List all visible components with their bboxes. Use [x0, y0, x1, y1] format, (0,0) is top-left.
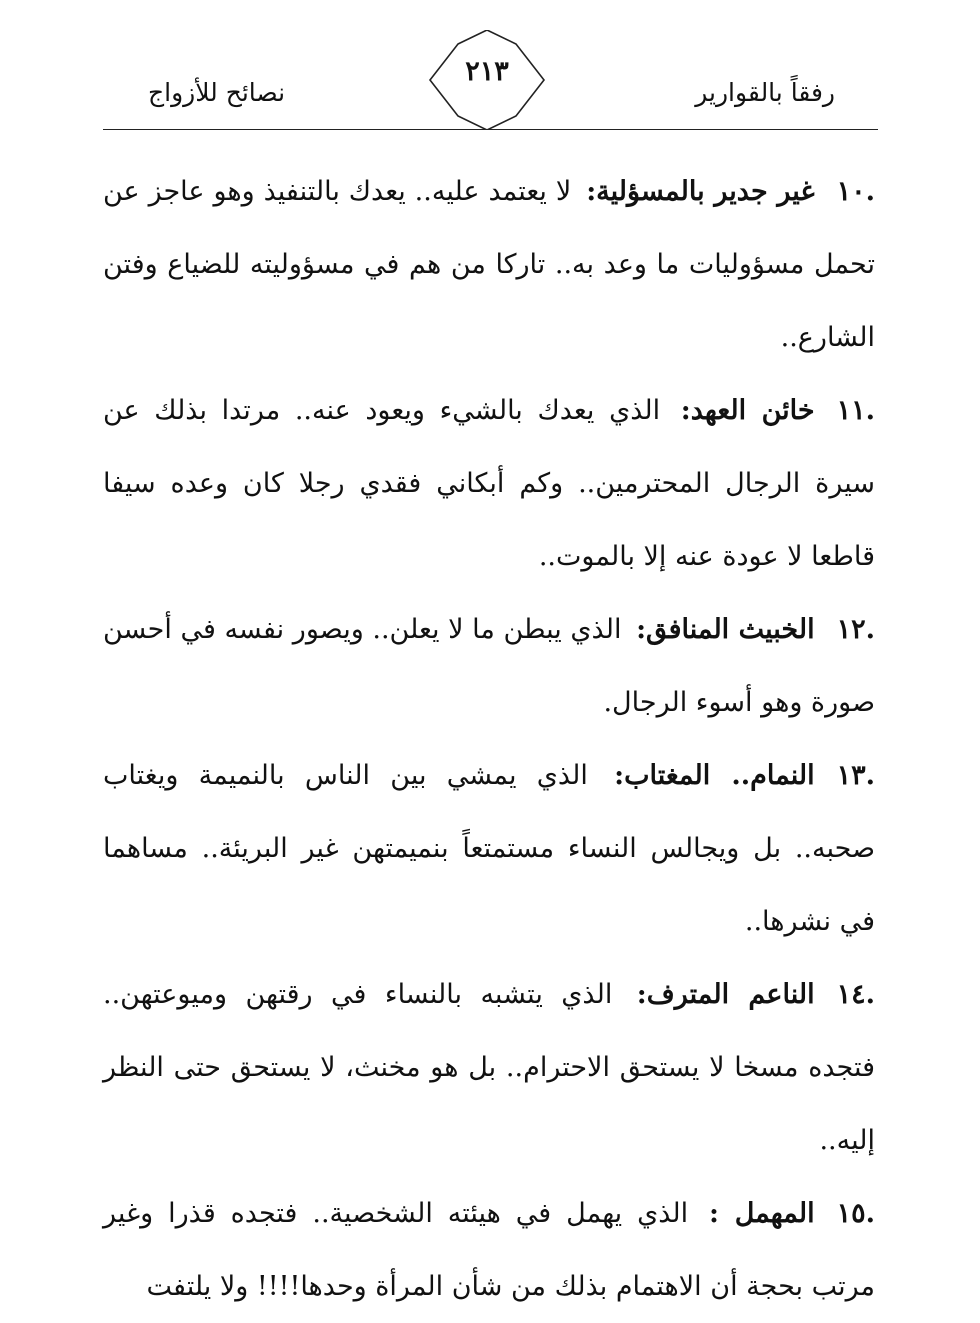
- list-item: [103, 739, 875, 958]
- list-item: [103, 374, 875, 593]
- item-text: الذي يهمل في هيئته الشخصية.. فتجده قذرا وغير مرتب بحجة أن الاهتمام بذلك من شأن المرأة وحدها!!!! ولا يلتفت: [103, 1198, 875, 1302]
- item-number: .١٢: [836, 614, 875, 645]
- item-text: الذي يبطن ما لا يعلن.. ويصور نفسه في أحسن صورة وهو أسوء الرجال.: [103, 614, 875, 718]
- item-text: الذي يمشي بين الناس بالنميمة ويغتاب صحبه.. بل ويجالس النساء مستمتعاً بنميمتهن غير البريئة.. مساهما في نشرها..: [103, 760, 875, 937]
- chapter-title: نصائح للأزواج: [148, 78, 286, 107]
- item-text: الذي يتشبه بالنساء في رقتهن وميوعتهن.. فتجده مسخا لا يستحق الاحترام.. بل هو مخنث، لا يستحق حتى النظر إليه..: [103, 979, 875, 1156]
- item-text: لا يعتمد عليه.. يعدك بالتنفيذ وهو عاجز عن تحمل مسؤوليات ما وعد به.. تاركا من هم في مسؤوليته للضياع وفتن الشارع..: [103, 176, 875, 353]
- item-number: .١٠: [836, 176, 875, 207]
- list-item: [103, 958, 875, 1177]
- page-number: ٢١٣: [465, 56, 509, 87]
- book-title: رفقاً بالقوارير: [695, 78, 835, 107]
- item-text: الذي يعدك بالشيء ويعود عنه.. مرتدا بذلك عن سيرة الرجال المحترمين.. وكم أبكاني فقدي رجلا كان وعده سيفا قاطعا لا عودة عنه إلا بالموت..: [103, 395, 875, 572]
- item-term: المهمل :: [709, 1198, 815, 1229]
- header-divider: [103, 129, 878, 130]
- item-term: غير جدير بالمسؤلية:: [586, 176, 815, 207]
- list-item: [103, 155, 875, 374]
- item-term: الخبيث المنافق:: [636, 614, 815, 645]
- item-number: .١٣: [836, 760, 876, 791]
- page-number-badge: [428, 30, 546, 130]
- list-item: [103, 593, 875, 739]
- list-item: [103, 1177, 875, 1323]
- item-term: الناعم المترف:: [636, 979, 815, 1010]
- page-body: [103, 155, 875, 1323]
- item-number: .١١: [836, 395, 875, 426]
- item-term: خائن العهد:: [680, 395, 815, 426]
- item-number: .١٤: [836, 979, 875, 1010]
- page-header: [0, 0, 980, 135]
- item-term: النمام.. المغتاب:: [614, 760, 815, 791]
- item-number: .١٥: [836, 1198, 875, 1229]
